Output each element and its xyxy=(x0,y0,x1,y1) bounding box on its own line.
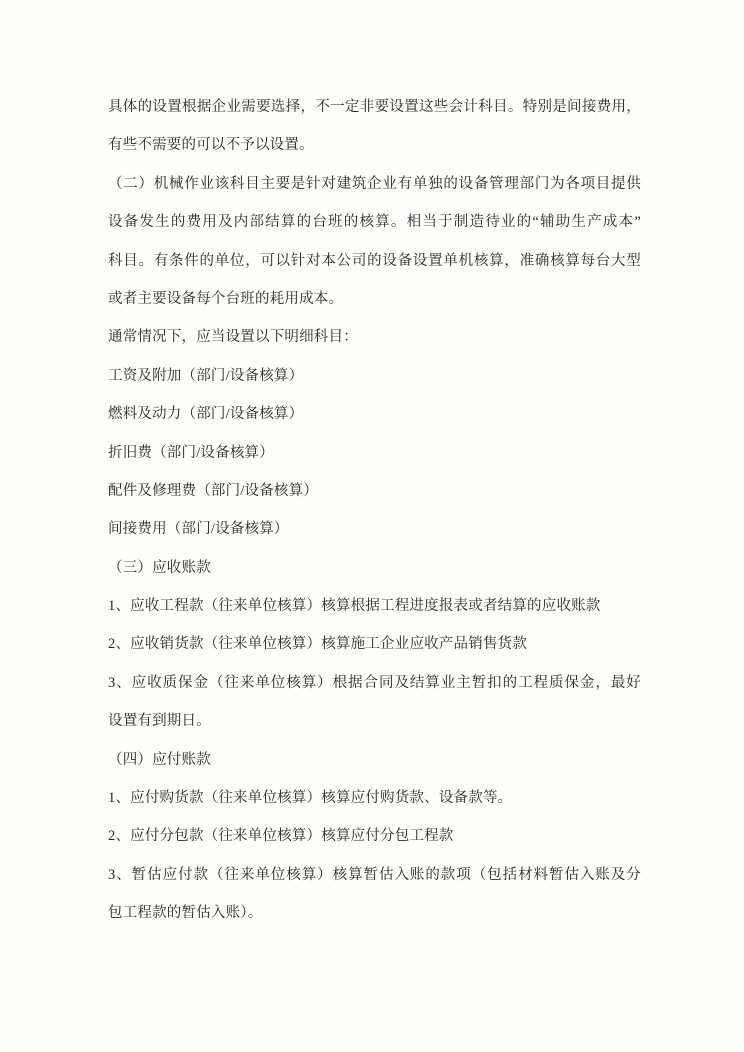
text-line: 具体的设置根据企业需要选择，不一定非要设置这些会计科目。特别是间接费用， xyxy=(108,99,641,115)
text-line: 有些不需要的可以不予以设置。 xyxy=(108,137,314,154)
text-line: 通常情况下，应当设置以下明细科目： xyxy=(108,329,358,346)
text-line: 3、暂估应付款（往来单位核算）核算暂估入账的款项（包括材料暂估入账及分 xyxy=(108,866,641,883)
text-line: 1、应收工程款（往来单位核算）核算根据工程进度报表或者结算的应收账款 xyxy=(108,598,601,615)
text-line: 设备发生的费用及内部结算的台班的核算。相当于制造待业的“辅助生产成本” xyxy=(108,214,641,231)
text-line: 1、应付购货款（往来单位核算）核算应付购货款、设备款等。 xyxy=(108,790,513,807)
text-line: 2、应收销货款（往来单位核算）核算施工企业应收产品销售货款 xyxy=(108,636,528,653)
text-line: （四）应付账款 xyxy=(108,751,211,768)
document-text-block xyxy=(108,88,641,933)
text-line: （二）机械作业该科目主要是针对建筑企业有单独的设备管理部门为各项目提供 xyxy=(108,175,641,192)
text-line: 间接费用（部门/设备核算） xyxy=(108,521,289,538)
text-line: 折旧费（部门/设备核算） xyxy=(108,444,274,461)
text-line: 包工程款的暂估入账）。 xyxy=(108,905,263,922)
text-line: 2、应付分包款（往来单位核算）核算应付分包工程款 xyxy=(108,828,454,845)
text-line: 科目。有条件的单位，可以针对本公司的设备设置单机核算，准确核算每台大型 xyxy=(108,252,641,269)
text-line: 3、应收质保金（往来单位核算）根据合同及结算业主暂扣的工程质保金，最好 xyxy=(108,674,641,691)
text-line: 工资及附加（部门/设备核算） xyxy=(108,367,304,384)
text-line: 设置有到期日。 xyxy=(108,713,211,730)
text-line: 或者主要设备每个台班的耗用成本。 xyxy=(108,290,344,307)
text-line: 燃料及动力（部门/设备核算） xyxy=(108,406,304,423)
text-line: （三）应收账款 xyxy=(108,559,211,576)
text-line: 配件及修理费（部门/设备核算） xyxy=(108,482,319,499)
